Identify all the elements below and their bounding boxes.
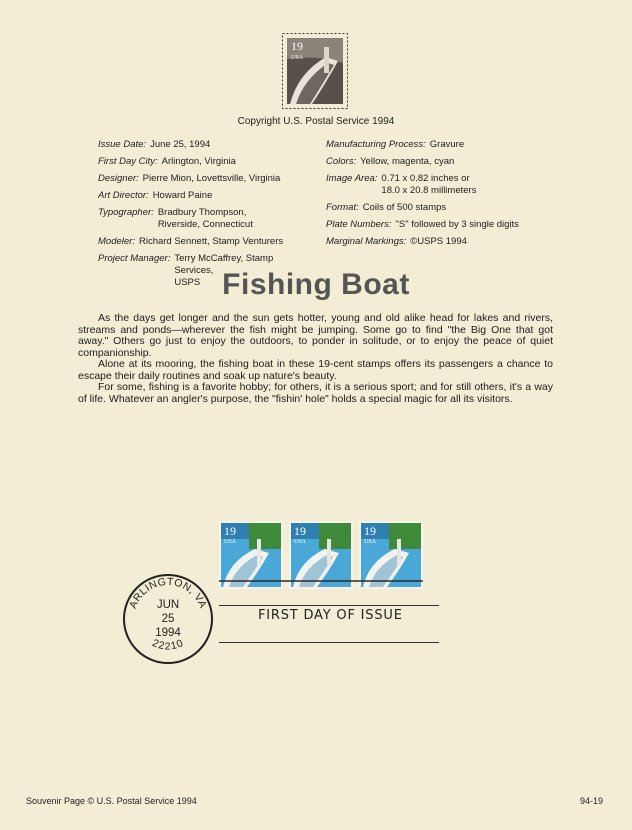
coil-stamp-country: USA [224,539,237,545]
postmark-year: 1994 [155,627,181,639]
spec-value: Richard Sennett, Stamp Venturers [138,236,284,247]
paragraph: For some, fishing is a favorite hobby; for others, it is a serious sport; and for still others, it's a way of life. Whatever an angler's purpose, the "fishin' hole" holds a special magic for all its visitors. [78,381,553,405]
spec-value: Pierre Mion, Lovettsville, Virginia [142,173,281,184]
spec-label: Marginal Markings: [326,236,407,247]
spec-row [98,139,313,151]
copyright-line: Copyright U.S. Postal Service 1994 [237,116,395,127]
spec-row [98,156,313,168]
spec-label: Image Area: [326,173,378,184]
spec-value: Terry McCaffrey, Stamp Services, USPS [174,253,274,288]
spec-value: "S" followed by 3 single digits [395,219,519,230]
coil-stamp-denomination: 19 [364,524,376,538]
spec-label: Manufacturing Process: [326,139,426,150]
spec-row [98,207,313,231]
spec-row [326,236,541,248]
spec-label: Plate Numbers: [326,219,392,230]
spec-label: Modeler: [98,236,135,247]
top-stamp-denomination: 19 [291,39,303,53]
coil-stamp [359,521,423,589]
coil-stamp-denomination: 19 [294,524,306,538]
page-number: 94-19 [580,796,604,806]
spec-row [98,173,313,185]
spec-value: Bradbury Thompson, Riverside, Connecticut [157,207,253,230]
spec-row [98,236,313,248]
spec-label: First Day City: [98,156,158,167]
postmark [121,572,215,666]
coil-stamp-denomination: 19 [224,524,236,538]
spec-value: Gravure [429,139,465,150]
postmark-month: JUN [156,599,180,611]
spec-row [326,202,541,214]
coil-stamp [219,521,283,589]
spec-label: Issue Date: [98,139,147,150]
spec-label: Designer: [98,173,139,184]
spec-value: Howard Paine [152,190,213,201]
page-title: Fishing Boat [222,268,410,301]
first-day-of-issue: FIRST DAY OF ISSUE [258,607,403,624]
spec-label: Colors: [326,156,357,167]
spec-label: Typographer: [98,207,154,218]
postmark-zip: 22210 [150,636,186,653]
spec-label: Project Manager: [98,253,171,264]
coil-stamp-strip [219,521,423,589]
spec-row [326,173,541,197]
spec-row [326,219,541,231]
specs-right-column [326,139,541,253]
spec-label: Format: [326,202,359,213]
spec-row [326,156,541,168]
spec-value: Coils of 500 stamps [362,202,447,213]
coil-stamp-country: USA [294,539,307,545]
spec-label: Art Director: [98,190,149,201]
postmark-day: 25 [161,613,175,625]
rule-line [219,605,439,606]
spec-value: Yellow, magenta, cyan [360,156,455,167]
body-text [78,313,553,405]
spec-value: June 25, 1994 [150,139,211,150]
spec-row [98,190,313,202]
paragraph: As the days get longer and the sun gets hotter, young and old alike head for lakes and rivers, streams and ponds—wherever the fish might be jumping. Some go to find "the Big One that got away." Others go just to enjoy the outdoors, to ponder in solitude, or to enjoy the peace of quiet companionship. [78,312,553,359]
coil-stamp-country: USA [364,539,377,545]
spec-value: 0.71 x 0.82 inches or 18.0 x 20.8 millimeters [381,173,477,196]
engraved-stamp-image [282,33,348,109]
postmark-city: ARLINGTON, VA [126,575,210,611]
top-stamp-country: USA [291,55,304,61]
coil-stamp [289,521,353,589]
rule-line [219,642,439,643]
spec-value: Arlington, Virginia [161,156,236,167]
spec-value: ©USPS 1994 [410,236,467,247]
footer-credit: Souvenir Page © U.S. Postal Service 1994 [26,796,197,806]
spec-row [326,139,541,151]
paragraph: Alone at its mooring, the fishing boat in these 19-cent stamps offers its passengers a chance to escape their daily routines and soak up nature's beauty. [78,358,553,382]
